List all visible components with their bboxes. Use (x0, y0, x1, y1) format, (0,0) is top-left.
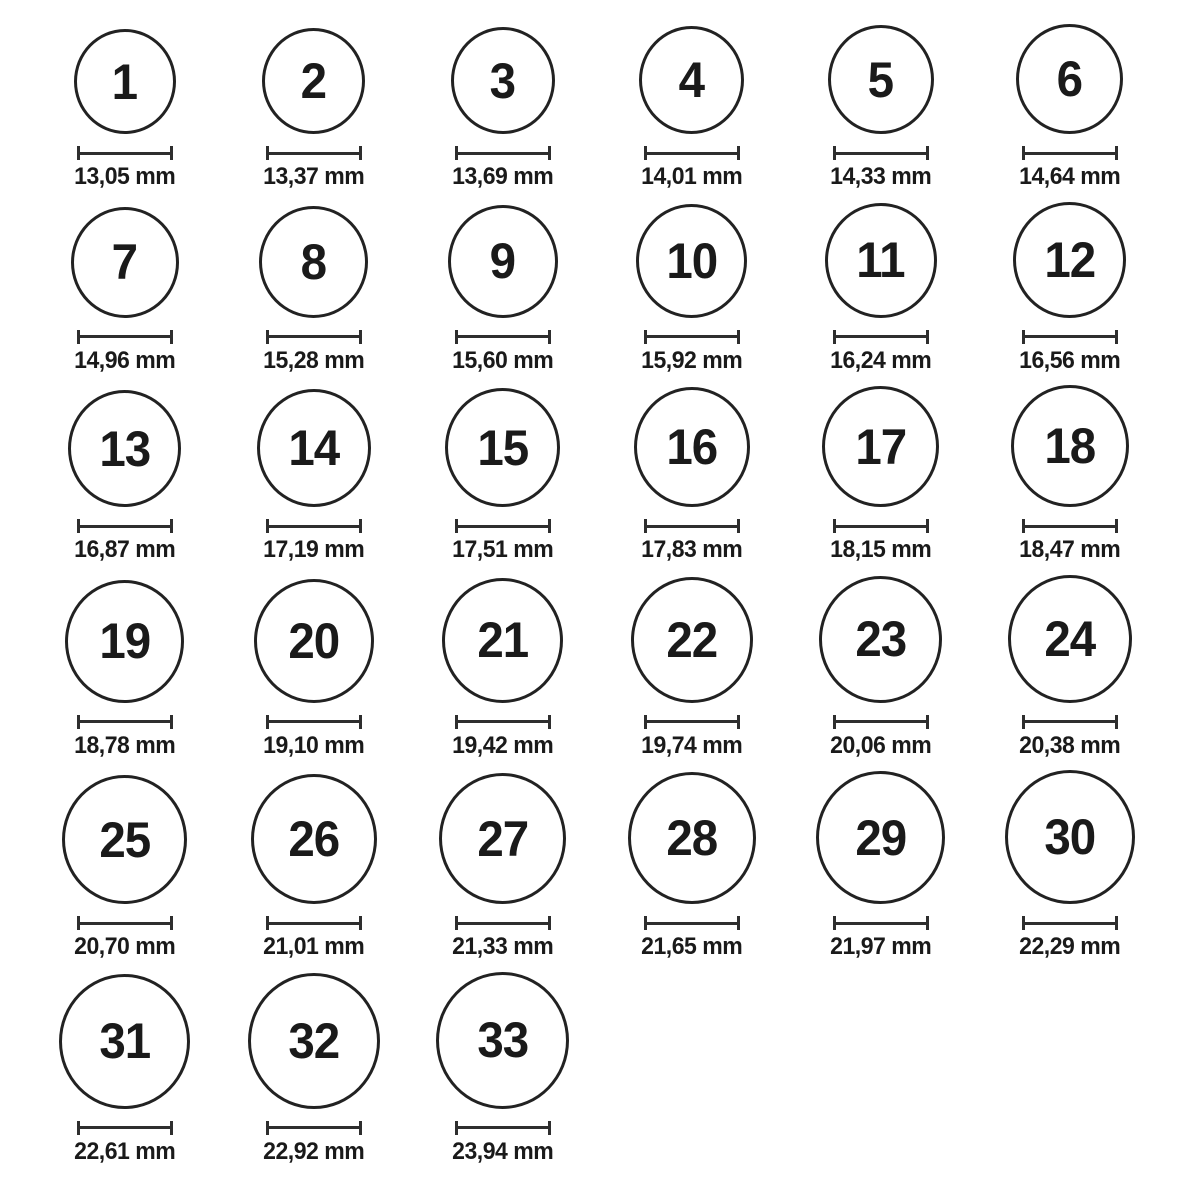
diameter-measure-line (455, 330, 551, 344)
ring-size-item (1005, 770, 1135, 961)
ring-circle (819, 576, 942, 703)
ring-size-item (261, 24, 366, 191)
ring-circle (68, 390, 181, 507)
diameter-label: 14,33 mm (829, 163, 932, 190)
ring-size-item (68, 385, 181, 564)
diameter-label: 17,19 mm (262, 536, 365, 564)
ring-circle (825, 203, 937, 318)
ring-circle (59, 974, 190, 1109)
ring-size-number: 13 (99, 420, 150, 477)
diameter-measure-line (1022, 330, 1118, 344)
ring-size-item (59, 972, 190, 1166)
diameter-measure-line (833, 916, 929, 930)
diameter-label: 15,28 mm (262, 346, 365, 374)
ring-size-item (254, 575, 374, 760)
ring-circle (1011, 385, 1129, 507)
diameter-label: 13,05 mm (73, 163, 176, 190)
diameter-measure-line (77, 519, 173, 533)
ring-size-number: 10 (666, 232, 717, 289)
ring-circle (71, 207, 179, 318)
diameter-measure-line (266, 519, 362, 533)
diameter-measure-line (455, 916, 551, 930)
diameter-label: 16,56 mm (1018, 346, 1121, 374)
ring-circle (1008, 575, 1132, 703)
ring-circle (448, 205, 558, 318)
ring-size-number: 22 (666, 611, 717, 668)
diameter-label: 15,60 mm (451, 346, 554, 374)
ring-size-item (639, 24, 744, 191)
ring-size-item (636, 202, 747, 375)
diameter-label: 13,37 mm (262, 163, 365, 190)
diameter-measure-line (644, 146, 740, 160)
ring-circle (74, 29, 176, 134)
ring-size-item (450, 24, 555, 191)
ring-size-number: 15 (477, 419, 528, 476)
ring-circle (262, 28, 365, 134)
ring-circle (62, 775, 187, 904)
diameter-measure-line (266, 146, 362, 160)
diameter-measure-line (455, 519, 551, 533)
ring-circle (436, 972, 569, 1109)
ring-size-number: 16 (666, 419, 717, 476)
diameter-label: 17,51 mm (451, 536, 554, 564)
diameter-label: 15,92 mm (640, 346, 743, 374)
ring-size-number: 9 (489, 233, 516, 290)
ring-size-item (442, 575, 563, 760)
ring-size-number: 3 (489, 52, 516, 109)
ring-size-number: 5 (867, 51, 894, 108)
diameter-measure-line (455, 146, 551, 160)
diameter-label: 18,15 mm (829, 536, 932, 564)
ring-size-number: 6 (1056, 51, 1083, 107)
ring-circle (439, 773, 566, 904)
ring-size-number: 24 (1044, 610, 1095, 667)
ring-size-item (71, 202, 179, 375)
diameter-label: 17,83 mm (640, 536, 743, 564)
diameter-measure-line (77, 916, 173, 930)
diameter-label: 19,10 mm (262, 731, 365, 759)
ring-size-item (634, 385, 750, 564)
ring-size-number: 25 (99, 811, 150, 868)
diameter-label: 22,92 mm (262, 1137, 365, 1165)
ring-size-number: 30 (1044, 809, 1095, 866)
diameter-measure-line (77, 330, 173, 344)
ring-size-item (257, 385, 371, 564)
diameter-measure-line (1022, 519, 1118, 533)
diameter-measure-line (266, 916, 362, 930)
ring-size-item (251, 770, 377, 961)
ring-size-number: 2 (300, 53, 327, 109)
diameter-measure-line (266, 1121, 362, 1135)
ring-circle (816, 771, 945, 904)
ring-size-number: 28 (666, 810, 717, 867)
diameter-measure-line (455, 1121, 551, 1135)
ring-circle (639, 26, 744, 134)
ring-size-item (436, 972, 569, 1166)
diameter-label: 16,87 mm (73, 536, 176, 564)
ring-circle (1016, 24, 1123, 134)
diameter-label: 19,42 mm (451, 731, 554, 759)
diameter-label: 21,01 mm (262, 933, 365, 961)
diameter-label: 21,65 mm (640, 933, 743, 961)
diameter-measure-line (644, 519, 740, 533)
ring-circle (828, 25, 934, 134)
ring-size-number: 19 (99, 613, 150, 670)
ring-size-number: 18 (1044, 418, 1095, 475)
diameter-measure-line (266, 715, 362, 729)
ring-size-number: 29 (855, 809, 906, 866)
ring-size-number: 4 (678, 52, 705, 108)
ring-size-item (825, 202, 937, 375)
ring-size-number: 33 (477, 1012, 528, 1069)
ring-size-item (819, 575, 942, 760)
diameter-measure-line (77, 1121, 173, 1135)
ring-circle (251, 774, 377, 904)
diameter-label: 20,06 mm (829, 731, 932, 759)
diameter-label: 22,29 mm (1018, 933, 1121, 961)
diameter-label: 19,74 mm (640, 731, 743, 759)
diameter-label: 21,33 mm (451, 933, 554, 961)
diameter-measure-line (833, 715, 929, 729)
ring-size-item (65, 575, 184, 760)
ring-size-item (828, 24, 934, 191)
ring-size-number: 27 (477, 810, 528, 867)
ring-size-item (631, 575, 753, 760)
diameter-measure-line (833, 519, 929, 533)
ring-size-item (822, 385, 939, 564)
ring-size-item (1011, 385, 1129, 564)
diameter-label: 21,97 mm (829, 933, 932, 961)
diameter-label: 16,24 mm (829, 346, 932, 374)
ring-size-number: 7 (111, 234, 138, 291)
diameter-measure-line (644, 916, 740, 930)
ring-size-number: 14 (288, 420, 339, 477)
ring-size-item (72, 24, 177, 191)
ring-size-number: 21 (477, 612, 528, 669)
diameter-measure-line (455, 715, 551, 729)
ring-size-number: 32 (288, 1012, 339, 1069)
ring-size-item (816, 770, 945, 961)
diameter-measure-line (644, 330, 740, 344)
diameter-label: 13,69 mm (451, 163, 554, 190)
diameter-label: 22,61 mm (73, 1137, 176, 1165)
ring-size-item (445, 385, 560, 564)
ring-circle (442, 578, 563, 703)
ring-size-number: 11 (856, 232, 905, 289)
ring-size-number: 8 (300, 233, 327, 290)
ring-size-number: 26 (288, 811, 339, 868)
ring-size-item (448, 202, 558, 375)
ring-size-item (439, 770, 566, 961)
diameter-label: 23,94 mm (451, 1137, 554, 1165)
diameter-label: 20,70 mm (73, 933, 176, 961)
diameter-label: 18,47 mm (1018, 536, 1121, 564)
ring-circle (1005, 770, 1135, 904)
diameter-measure-line (77, 146, 173, 160)
diameter-label: 14,96 mm (73, 346, 176, 374)
ring-size-number: 23 (855, 611, 906, 668)
ring-size-number: 20 (288, 612, 339, 669)
ring-size-item (259, 202, 368, 375)
ring-circle (1013, 202, 1126, 318)
diameter-measure-line (644, 715, 740, 729)
ring-circle (445, 388, 560, 507)
ring-circle (259, 206, 368, 318)
ring-circle (628, 772, 756, 904)
diameter-measure-line (1022, 715, 1118, 729)
ring-circle (254, 579, 374, 703)
ring-size-item (1016, 24, 1123, 191)
diameter-measure-line (1022, 146, 1118, 160)
diameter-measure-line (266, 330, 362, 344)
ring-size-item (628, 770, 756, 961)
ring-circle (257, 389, 371, 507)
diameter-label: 18,78 mm (73, 731, 176, 759)
ring-circle (248, 973, 380, 1109)
diameter-label: 14,01 mm (640, 163, 743, 190)
diameter-measure-line (77, 715, 173, 729)
ring-circle (822, 386, 939, 507)
diameter-label: 14,64 mm (1018, 163, 1121, 190)
ring-circle (451, 27, 555, 134)
ring-size-item (248, 972, 380, 1166)
diameter-measure-line (833, 330, 929, 344)
ring-size-item (1013, 202, 1126, 375)
diameter-measure-line (1022, 916, 1118, 930)
ring-size-item (1008, 575, 1132, 760)
ring-circle (631, 577, 753, 703)
diameter-label: 20,38 mm (1018, 731, 1121, 759)
ring-circle (636, 204, 747, 318)
ring-circle (634, 387, 750, 507)
ring-size-number: 31 (99, 1013, 150, 1070)
ring-size-item (62, 770, 187, 961)
diameter-measure-line (833, 146, 929, 160)
ring-size-number: 17 (855, 418, 906, 475)
ring-circle (65, 580, 184, 703)
ring-size-number: 1 (111, 53, 138, 110)
ring-size-number: 12 (1044, 231, 1095, 288)
